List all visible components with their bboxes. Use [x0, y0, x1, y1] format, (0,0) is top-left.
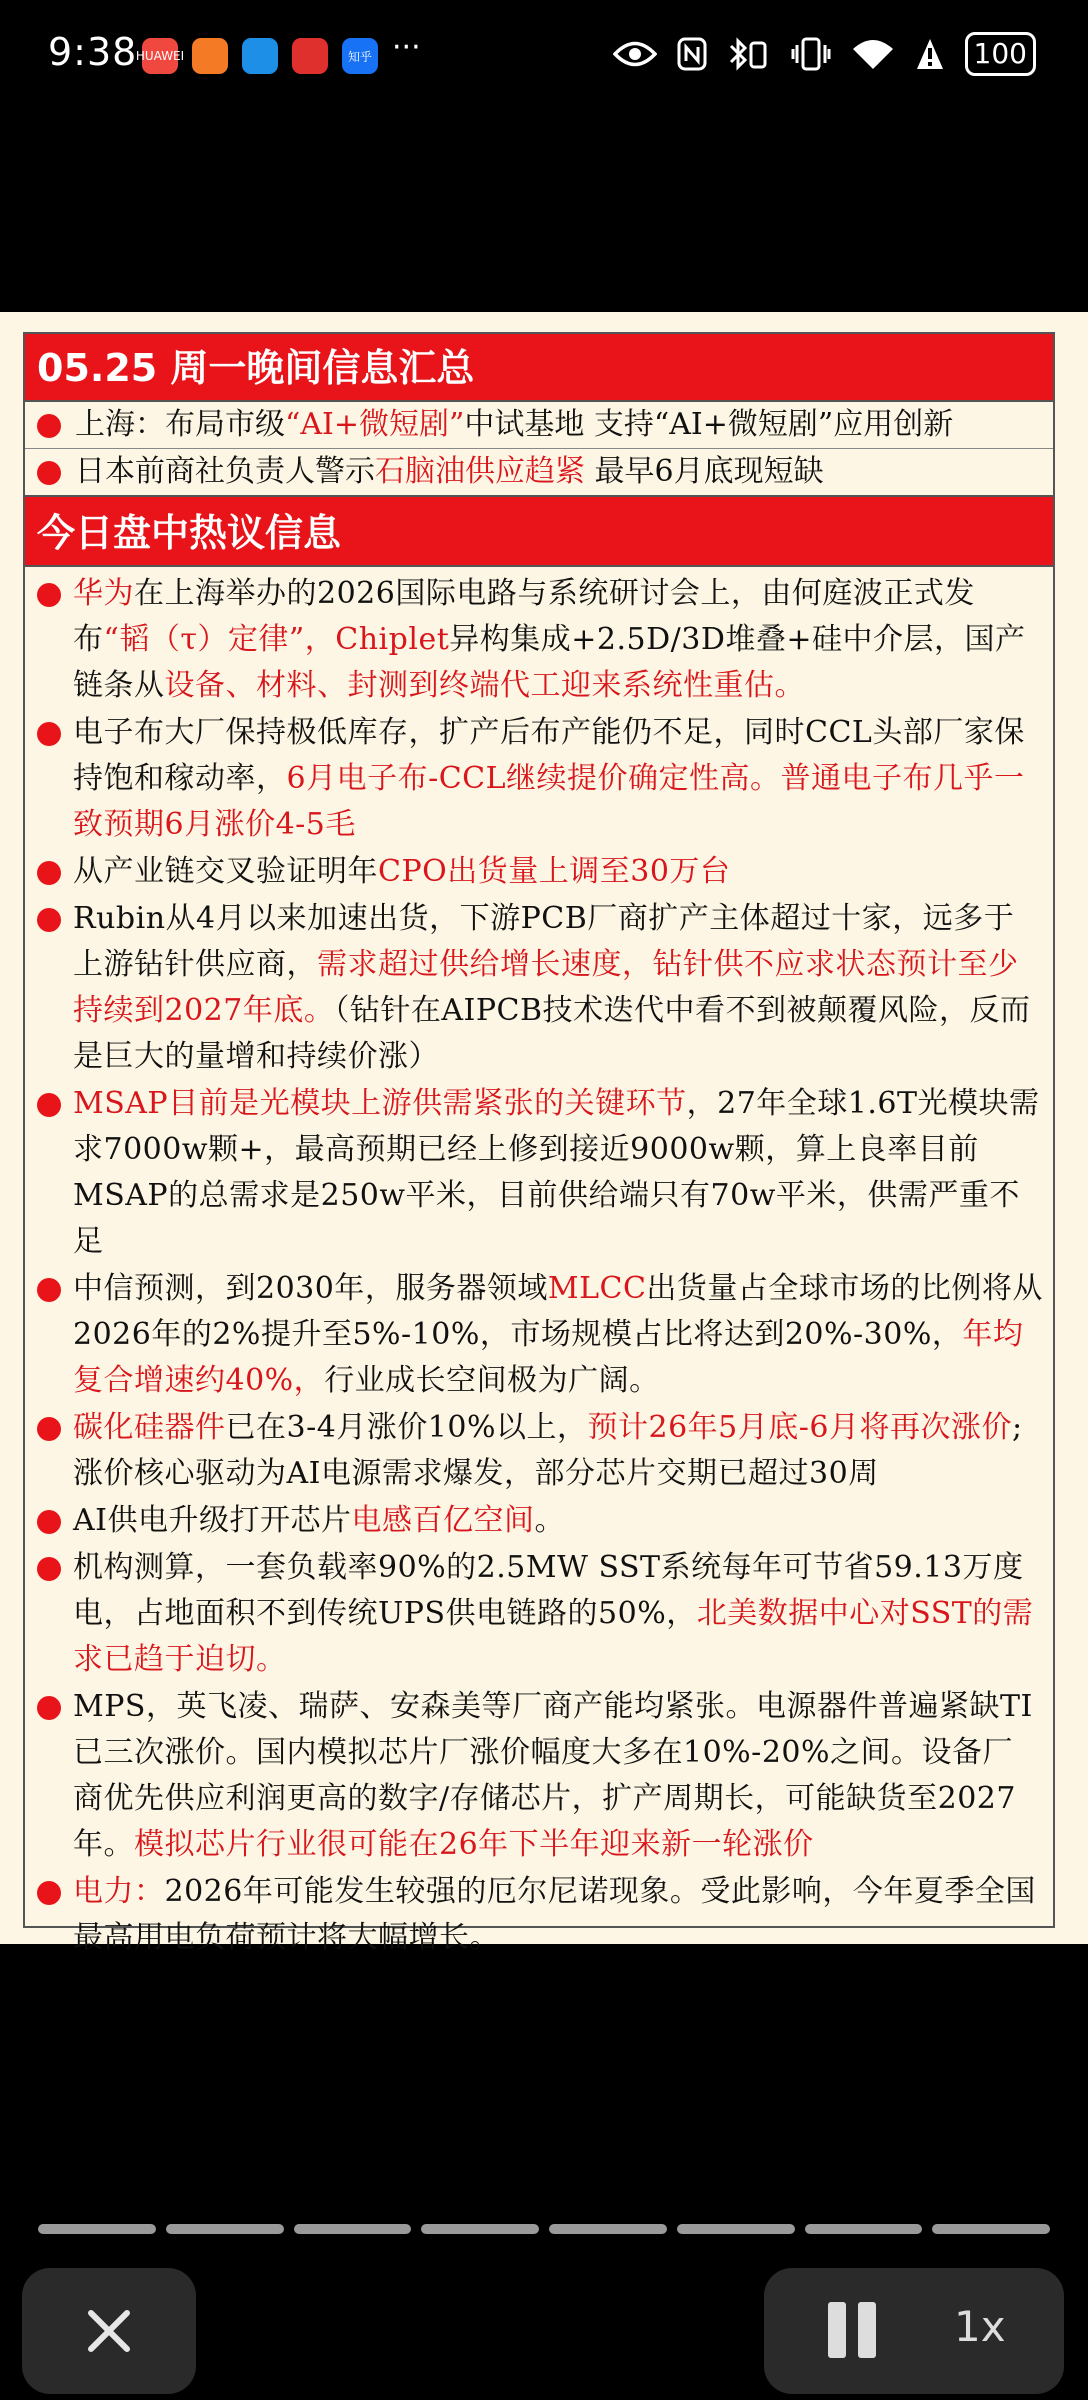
- red-bullet-icon: [37, 461, 61, 485]
- pause-icon: [828, 2302, 846, 2358]
- highlighted-text: 电力：: [73, 1874, 165, 1909]
- article-frame: [23, 332, 1055, 1955]
- section-title-intraday: 今日盘中热议信息: [25, 495, 1053, 567]
- progress-segment: [166, 2224, 284, 2234]
- body-text: AI供电升级打开芯片: [73, 1503, 352, 1538]
- highlighted-text: 6月电子布-CCL继续提价确定性高。普通电子布几乎一致预期6月涨价4-5毛: [73, 761, 1025, 842]
- body-text: 。: [534, 1503, 566, 1538]
- body-text: ，27年全球1.6T光模块需求7000w颗+，最高预期已经上修到接近9000w颗，算上良率目前MSAP的总需求是250w平米，目前供给端只有70w平米，供需严重不足: [73, 1086, 1040, 1259]
- body-text: ;涨价核心驱动为AI电源需求爆发，部分芯片交期已超过30周: [73, 1410, 1023, 1491]
- highlighted-text: 华为: [73, 576, 134, 611]
- info-item: [25, 571, 1053, 709]
- highlighted-text: “韬（τ）定律”，Chiplet: [103, 622, 450, 657]
- body-text: （钻针在AIPCB技术迭代中看不到被颠覆风险，反而是巨大的量增和持续价涨）: [73, 993, 1031, 1074]
- red-bullet-icon: [37, 583, 61, 607]
- red-bullet-icon: [37, 1278, 61, 1302]
- red-bullet-icon: [37, 1696, 61, 1720]
- nfc-icon: [677, 35, 707, 73]
- more-notifications-icon: ···: [392, 30, 421, 65]
- body-text: 中试基地 支持“AI+微短剧”应用创新: [464, 407, 954, 442]
- body-text: 已在3-4月涨价10%以上，: [225, 1410, 588, 1445]
- info-item: [25, 1869, 1053, 1961]
- body-text: 异构集成+2.5D/3D堆叠+硅中介层，国产链条从: [73, 622, 1026, 703]
- body-text: 2026年可能发生较强的厄尔尼诺现象。受此影响，今年夏季全国最高用电负荷预计将大幅增长。: [73, 1874, 1036, 1955]
- highlighted-text: MSAP目前是光模块上游供需紧张的关键环节: [73, 1086, 687, 1121]
- highlighted-text: 碳化硅器件: [73, 1410, 226, 1445]
- info-item: [25, 849, 1053, 895]
- highlighted-text: “AI+微短剧”: [285, 407, 465, 442]
- news-headline: [25, 402, 1053, 449]
- progress-segment: [677, 2224, 795, 2234]
- highlighted-text: 模拟芯片行业很可能在26年下半年迎来新一轮涨价: [134, 1827, 814, 1862]
- status-bar: [0, 0, 1088, 110]
- body-text: Rubin从4月以来加速出货，下游PCB厂商扩产主体超过十家，远多于上游钻针供应商，: [73, 901, 1015, 982]
- system-icons: [613, 32, 1036, 76]
- article-image: [0, 312, 1088, 1955]
- highlighted-text: 石脑油供应趋紧: [375, 454, 585, 489]
- red-bullet-icon: [37, 1417, 61, 1441]
- body-text: 最早6月底现短缺: [585, 454, 824, 489]
- intraday-items-list: [25, 567, 1053, 1961]
- news-headline: [25, 449, 1053, 495]
- eye-icon: [613, 35, 657, 73]
- red-bullet-icon: [37, 1093, 61, 1117]
- progress-segment: [38, 2224, 156, 2234]
- close-icon: [87, 2309, 131, 2353]
- red-bullet-icon: [37, 722, 61, 746]
- highlighted-text: 需求超过供给增长速度，钻针供不应求状态预计至少持续到2027年底。: [73, 947, 1019, 1028]
- body-text: 中信预测，到2030年，服务器领域: [73, 1271, 548, 1306]
- body-text: 出货量占全球市场的比例将从2026年的2%提升至5%-10%，市场规模占比将达到20%-30%，: [73, 1271, 1043, 1352]
- vibrate-icon: [791, 35, 831, 73]
- body-text: 在上海举办的2026国际电路与系统研讨会上，由何庭波正式发布: [73, 576, 975, 657]
- progress-segment: [932, 2224, 1050, 2234]
- red-bullet-icon: [37, 908, 61, 932]
- highlighted-text: 电感百亿空间: [351, 1503, 535, 1538]
- body-text: 上海：布局市级: [75, 407, 285, 442]
- body-text: 行业成长空间极为广阔。: [324, 1363, 660, 1398]
- story-progress-bar: [38, 2224, 1050, 2234]
- highlighted-text: 设备、材料、封测到终端代工迎来系统性重估。: [164, 668, 805, 703]
- info-item: [25, 710, 1053, 848]
- playback-controls: [764, 2268, 1064, 2394]
- body-text: 机构测算，一套负载率90%的2.5MW SST系统每年可节省59.13万度电，占地面积不到传统UPS供电链路的50%，: [73, 1550, 1024, 1631]
- info-item: [25, 1498, 1053, 1544]
- app-orange-icon: [192, 38, 228, 74]
- red-bullet-icon: [37, 414, 61, 438]
- highlighted-text: 预计26年5月底-6月将再次涨价: [587, 1410, 1012, 1445]
- highlighted-text: MLCC: [547, 1271, 647, 1306]
- bluetooth-icon: [727, 35, 771, 73]
- red-bullet-icon: [37, 1881, 61, 1905]
- wifi-icon: [851, 35, 895, 73]
- progress-segment: [294, 2224, 412, 2234]
- battery-indicator: 100: [965, 32, 1036, 76]
- red-bullet-icon: [37, 1510, 61, 1534]
- highlighted-text: 年均复合增速约40%，: [73, 1317, 1024, 1398]
- red-bullet-icon: [37, 861, 61, 885]
- app-blue-icon: [242, 38, 278, 74]
- info-item: [25, 1545, 1053, 1683]
- highlighted-text: 北美数据中心对SST的需求已趋于迫切。: [73, 1596, 1034, 1677]
- progress-segment: [805, 2224, 923, 2234]
- status-time: 9:38: [48, 30, 138, 74]
- evening-news-list: [25, 402, 1053, 495]
- notification-app-icons: [135, 38, 378, 74]
- body-text: 电子布大厂保持极低库存，扩产后布产能仍不足，同时CCL头部厂家保持饱和稼动率，: [73, 715, 1025, 796]
- pause-button[interactable]: [822, 2302, 882, 2362]
- body-text: 从产业链交叉验证明年: [73, 854, 378, 889]
- pause-icon: [858, 2302, 876, 2358]
- info-item: [25, 1081, 1053, 1265]
- info-item: [25, 1684, 1053, 1868]
- body-text: 日本前商社负责人警示: [75, 454, 375, 489]
- huawei-mall-icon: HUAWEI: [142, 38, 178, 74]
- progress-segment: [549, 2224, 667, 2234]
- red-bullet-icon: [37, 1557, 61, 1581]
- info-item: [25, 1266, 1053, 1404]
- progress-segment: [421, 2224, 539, 2234]
- app-red-icon: [292, 38, 328, 74]
- close-button[interactable]: [22, 2268, 196, 2394]
- zhihu-icon: 知乎: [342, 38, 378, 74]
- playback-speed-button[interactable]: 1x: [954, 2302, 1006, 2351]
- section-title-evening-summary: 05.25 周一晚间信息汇总: [25, 334, 1053, 402]
- info-item: [25, 1405, 1053, 1497]
- alert-icon: [915, 35, 945, 73]
- body-text: MPS，英飞凌、瑞萨、安森美等厂商产能均紧张。电源器件普遍紧缺TI已三次涨价。国内模拟芯片厂涨价幅度大多在10%-20%之间。设备厂商优先供应利润更高的数字/存储芯片，扩产周期长，可能缺货至2027年。: [73, 1689, 1033, 1862]
- highlighted-text: CPO出货量上调至30万台: [378, 854, 731, 889]
- info-item: [25, 896, 1053, 1080]
